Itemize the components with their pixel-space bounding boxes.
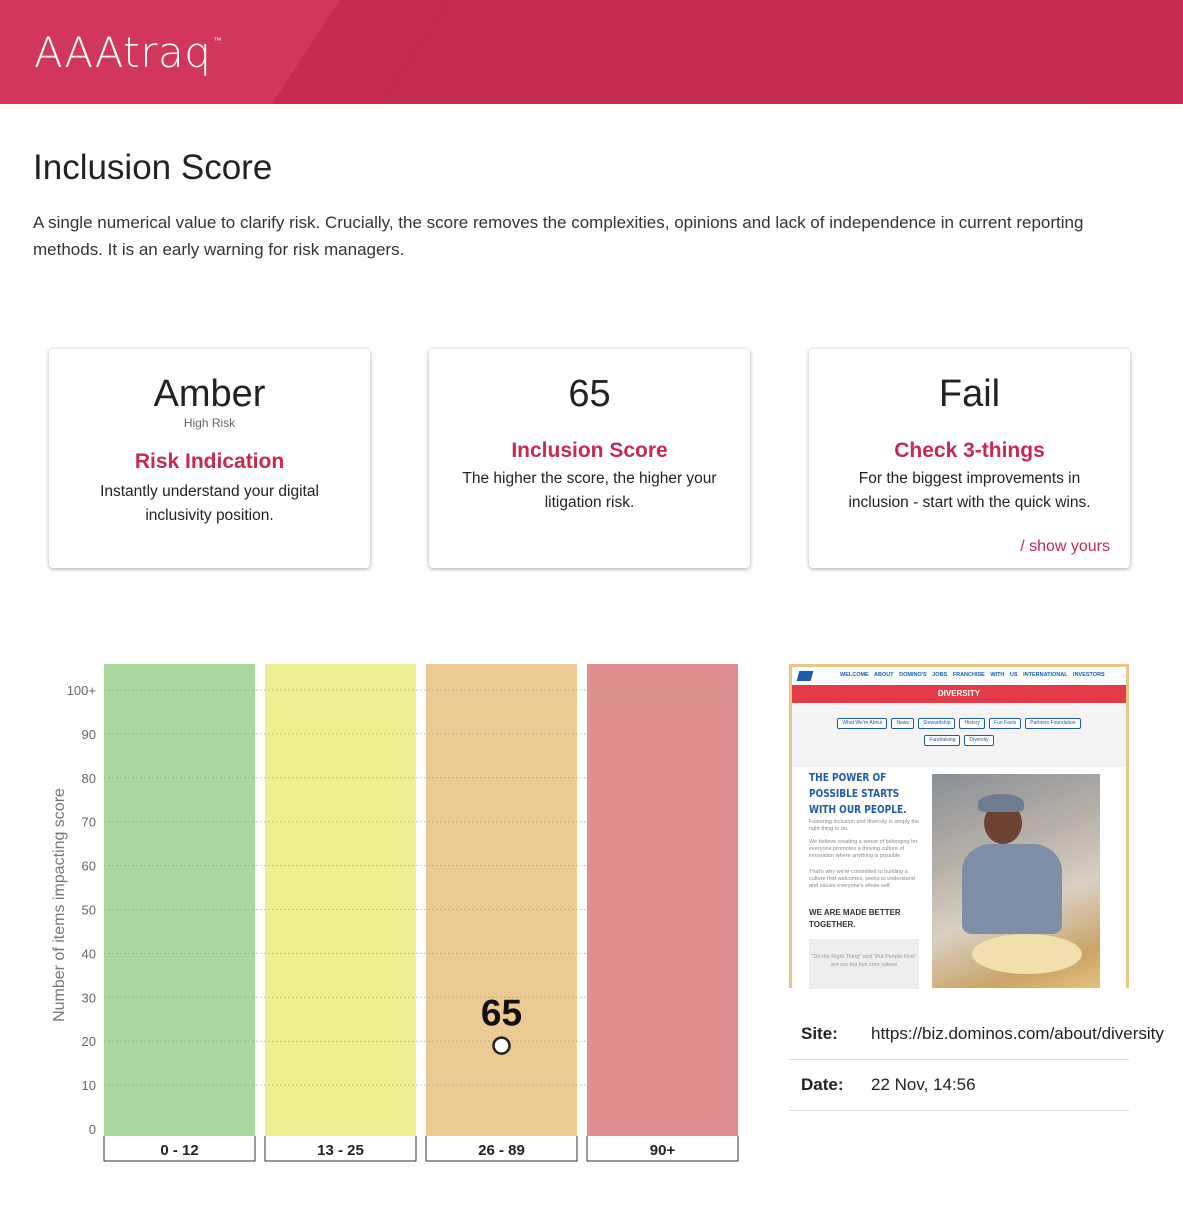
date-row [789, 1060, 1129, 1111]
risk-heading: Risk Indication [134, 450, 285, 473]
y-tick-label: 10 [81, 1078, 96, 1094]
thumb-pills [809, 712, 1109, 746]
check-card [809, 349, 1130, 568]
risk-card [49, 349, 370, 568]
y-tick-label: 20 [81, 1034, 96, 1050]
thumb-nav [792, 667, 1126, 685]
thumb-headline: THE POWER OF POSSIBLE STARTS WITH OUR PEOPLE. [809, 771, 907, 816]
thumb-pill: History [959, 718, 985, 729]
thumb-para-1: Fostering inclusion and diversity is simply the right thing to do. [809, 819, 920, 832]
score-value: 65 [568, 373, 611, 415]
category-label: 26 - 89 [478, 1142, 525, 1159]
thumb-pill: Fundraising [924, 735, 960, 746]
y-tick-label: 60 [81, 858, 96, 874]
thumb-pill: Fun Facts [989, 718, 1021, 729]
check-description: For the biggest improvements in inclusion - start with the quick wins. [848, 470, 1091, 511]
thumb-pill: What We're About [837, 718, 887, 729]
score-card [429, 349, 750, 568]
y-tick-label: 80 [81, 770, 96, 786]
show-yours-link[interactable]: / show yours [1020, 538, 1110, 555]
category-label: 13 - 25 [317, 1142, 364, 1159]
thumb-quote: "Do the Right Thing" and "Put People First" are our top two core values [809, 939, 919, 989]
thumb-pill: Stewardship [918, 718, 956, 729]
category-label: 90+ [649, 1142, 676, 1159]
intro-text: A single numerical value to clarify risk. Crucially, the score removes the complexities, opinions and lack of independence in current reporting methods. It is an early warning for risk managers. [33, 213, 1084, 259]
brand-name: AAAtraq [34, 28, 212, 77]
date-value: 22 Nov, 14:56 [871, 1075, 976, 1094]
score-marker-label: 65 [480, 992, 523, 1034]
y-axis-label: Number of items impacting score [51, 788, 68, 1022]
score-description: The higher the score, the higher your litigation risk. [462, 470, 717, 511]
thumb-pill: News [891, 718, 914, 729]
y-tick-label: 70 [81, 814, 96, 830]
header-shade-right [380, 0, 1080, 104]
site-label: Site: [801, 1024, 838, 1043]
band-0 [104, 664, 255, 1136]
thumb-pill: Diversity [964, 735, 993, 746]
trademark: ™ [213, 36, 222, 45]
band-2 [426, 664, 577, 1136]
thumb-nav-items: WELCOME ABOUT DOMINO'S JOBS FRANCHISE WITH US INTERNATIONAL INVESTORS [840, 672, 1105, 678]
site-value[interactable]: https://biz.dominos.com/about/diversity [871, 1024, 1164, 1043]
photo-dough [972, 934, 1082, 974]
category-label: 0 - 12 [160, 1142, 199, 1159]
y-tick-label: 50 [81, 902, 96, 918]
y-tick-label: 100+ [66, 683, 96, 698]
thumb-para-2: We believe creating a sense of belonging for everyone promotes a thriving culture of innovation where anything is possible. [809, 839, 918, 859]
dominos-logo-icon [797, 671, 814, 681]
y-tick-label: 90 [81, 726, 96, 742]
thumb-body [792, 767, 1126, 991]
check-value: Fail [938, 373, 1001, 415]
band-1 [265, 664, 416, 1136]
score-heading: Inclusion Score [511, 439, 668, 462]
risk-value: Amber [153, 373, 266, 415]
thumb-para-3: That's why we're committed to building a culture that welcomes, seeks to understand and values everyone's whole self. [809, 869, 915, 889]
risk-sub: High Risk [183, 416, 236, 430]
site-screenshot[interactable] [789, 664, 1129, 988]
thumb-photo [932, 774, 1100, 988]
date-label: Date: [801, 1075, 844, 1094]
band-3 [587, 664, 738, 1136]
brand-logo[interactable] [34, 28, 222, 77]
risk-description: Instantly understand your digital inclusivity position. [100, 483, 319, 524]
page-title: Inclusion Score [33, 148, 273, 187]
y-tick-label: 0 [88, 1122, 96, 1137]
site-row [789, 1009, 1164, 1060]
y-tick-label: 40 [81, 946, 96, 962]
score-marker [494, 1038, 510, 1054]
score-chart [40, 655, 745, 1165]
thumb-subhead: WE ARE MADE BETTER TOGETHER. [809, 908, 901, 929]
thumb-banner: DIVERSITY [792, 685, 1126, 703]
photo-person-body [962, 844, 1062, 934]
y-tick-label: 30 [81, 990, 96, 1006]
app-header [0, 0, 1183, 104]
check-heading: Check 3-things [894, 439, 1045, 462]
thumb-pill: Partners Foundation [1025, 718, 1080, 729]
photo-person-cap [978, 794, 1024, 812]
